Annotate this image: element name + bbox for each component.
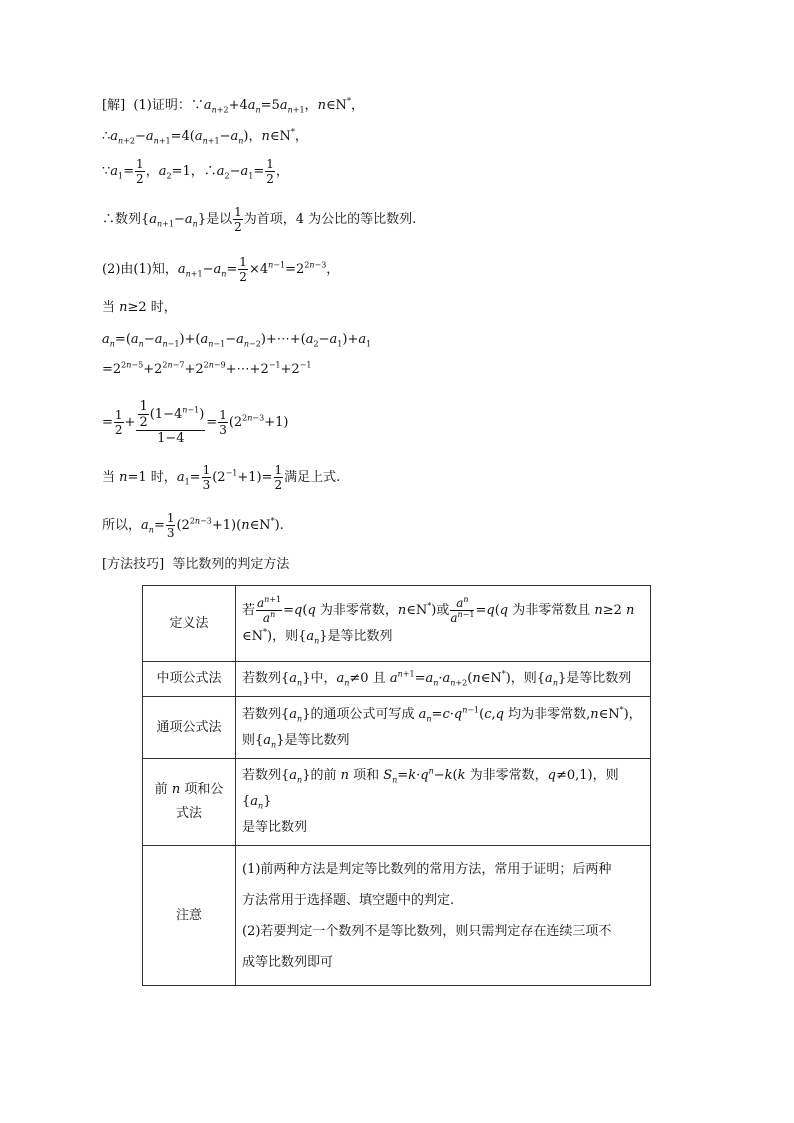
row-label: 注意	[143, 846, 236, 986]
solution-line-3: $\because a_1=$ $\frac{1}{2}$ ，$a_2=1$，$\therefore a_2-a_1=$ $\frac{1}{2}$ ，	[102, 157, 289, 186]
row-label: 中项公式法	[143, 662, 236, 697]
table-row	[143, 586, 651, 662]
solution-line-9: = $\frac{1}{2}$ + $\frac{1}{2}$ $(1-4^{n-1})$ 1−4 = $\frac{1}{3}$ $(2^{2n-3}+1)$	[102, 399, 289, 446]
table-row	[143, 846, 651, 986]
solution-line-1: [解] (1)证明：$\because a_{n+2}+4a_n=5a_{n+1}$，n∈N*，	[102, 96, 364, 115]
solution-line-8: $=2^{2n-5}+2^{2n-7}+2^{2n-9}+\cdots+2^{-1}+2^{-1}$	[102, 360, 312, 377]
fraction-third: $\frac{1}{3}$	[166, 511, 175, 540]
table-row	[143, 759, 651, 846]
sum-fraction: $\frac{1}{2}$ $(1-4^{n-1})$ 1−4	[136, 400, 205, 445]
row-content: (1)前两种方法是判定等比数列的常用方法，常用于证明；后两种 方法常用于选择题、填空题中的判定. (2)若要判定一个数列不是等比数列，则只需判定存在连续三项不 成等比数列即可	[236, 846, 651, 986]
solution-line-7: $a_n=(a_n-a_{n-1})+(a_{n-1}-a_{n-2})+\cdots+(a_2-a_1)+a_1$	[102, 332, 372, 349]
solution-label: [解]	[102, 98, 126, 113]
row-content: 若数列$\{a_n\}$的前 n 项和 $S_n=k\cdot q^n-k(k$ 为非零常数，q≠0,1)，则$\{a_n\}$ 是等比数列	[236, 759, 651, 846]
method-table	[142, 585, 651, 986]
solution-line-11: 所以，$a_n=$ $\frac{1}{3}$ $(2^{2n-3}+1)(n\in N^*)$.	[102, 511, 284, 540]
fraction-half: $\frac{1}{2}$	[266, 157, 274, 186]
fraction-half: $\frac{1}{2}$	[239, 255, 247, 284]
fraction-third: $\frac{1}{3}$	[202, 463, 211, 492]
row-content: 若 $\frac{a^{n+1}}{a^n}$ =q(q 为非零常数，n∈N*)或 $\frac{a^n}{a^{n-1}}$ =q(q 为非零常数且 n≥2 n ∈N*)，则$\{a_n\}$是等比数列	[236, 586, 651, 662]
fraction-half: $\frac{1}{2}$	[274, 463, 283, 492]
table-row	[143, 662, 651, 697]
solution-line-6: 当 n≥2 时，	[102, 300, 177, 315]
method-heading-title: 等比数列的判定方法	[172, 557, 290, 572]
fraction-half: $\frac{1}{2}$	[234, 205, 242, 234]
method-heading	[102, 555, 289, 575]
fraction-half: $\frac{1}{2}$	[136, 157, 144, 186]
row-content: 若数列$\{a_n\}$中，$a_n\ne 0$ 且 $a^{n+1}=a_n\cdot a_{n+2}(n\in N^*)$，则$\{a_n\}$是等比数列	[236, 662, 651, 697]
method-heading-tag: [方法技巧]	[102, 557, 165, 572]
row-content: 若数列$\{a_n\}$的通项公式可写成 $a_n=c\cdot q^{n-1}(c,q$ 均为非零常数,n∈N*)， 则$\{a_n\}$是等比数列	[236, 697, 651, 759]
solution-line-2: $\therefore a_{n+2}-a_{n+1}=4(a_{n+1}-a_n)$，n∈N*，	[102, 127, 308, 146]
row-label: 定义法	[143, 586, 236, 662]
solution-line-4: ∴数列$\{a_{n+1}-a_n\}$是以 $\frac{1}{2}$ 为首项，4 为公比的等比数列.	[102, 205, 417, 234]
solution-line-5: (2)由(1)知，$a_{n+1}-a_n=$ $\frac{1}{2}$ $\times 4^{n-1}=2^{2n-3}$，	[102, 255, 340, 284]
fraction-third: $\frac{1}{3}$	[219, 408, 227, 437]
table-row	[143, 697, 651, 759]
fraction-half: $\frac{1}{2}$	[114, 408, 123, 437]
row-label: 前 n 项和公 式法	[143, 759, 236, 846]
row-label: 通项公式法	[143, 697, 236, 759]
solution-line-10: 当 n=1 时，$a_1=$ $\frac{1}{3}$ $(2^{-1}+1)=$ $\frac{1}{2}$ 满足上式.	[102, 463, 341, 492]
